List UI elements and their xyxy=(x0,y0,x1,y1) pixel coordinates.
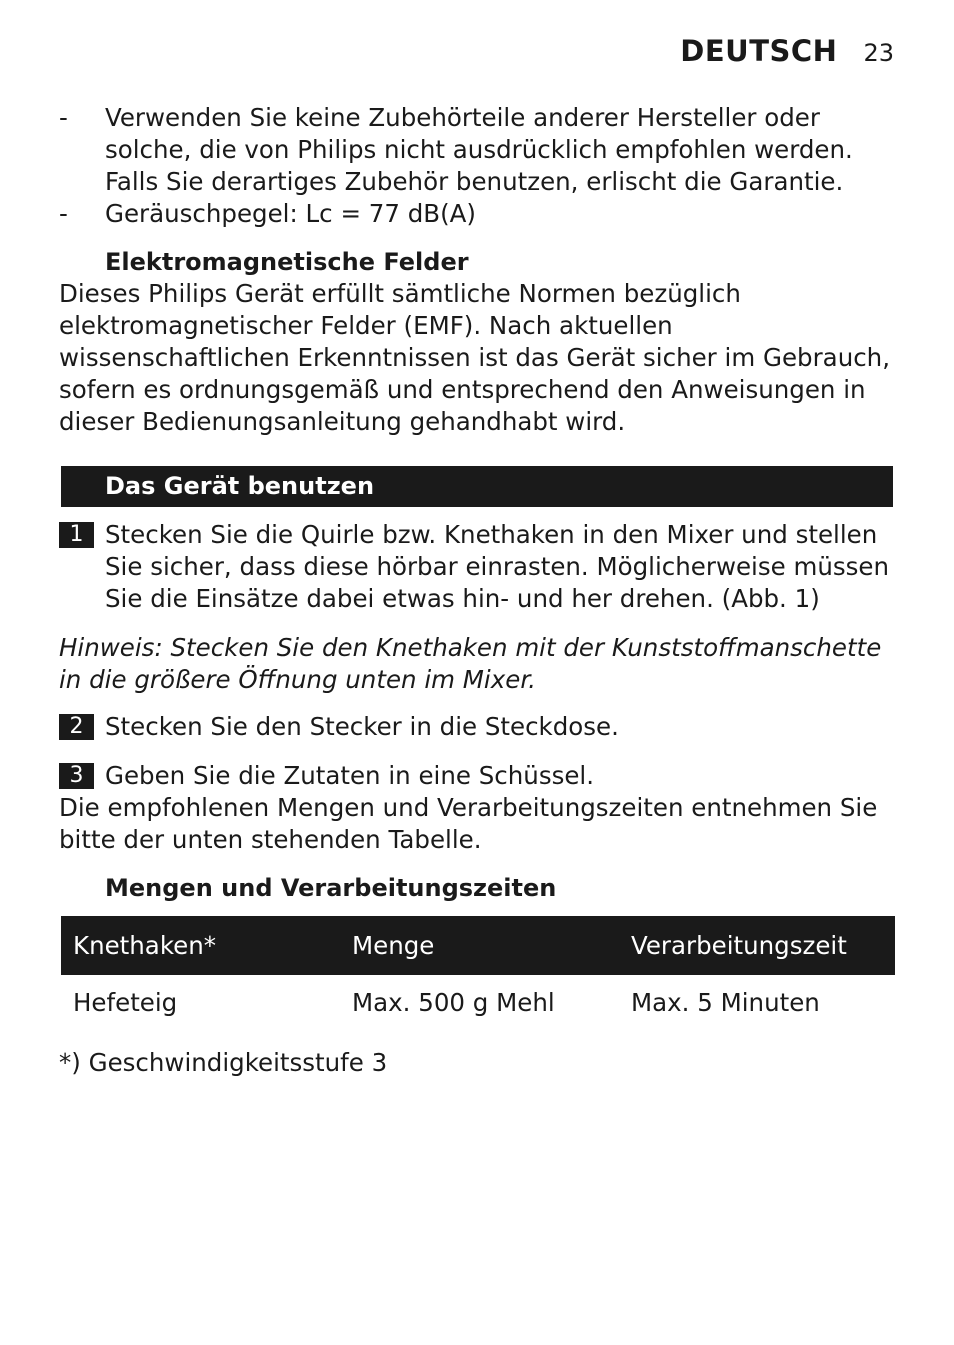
table-header-row xyxy=(61,916,895,975)
step-2 xyxy=(59,711,899,743)
table-cell: Max. 5 Minuten xyxy=(631,987,820,1017)
step-text: Stecken Sie den Stecker in die Steckdose. xyxy=(105,712,619,741)
section-title: Das Gerät benutzen xyxy=(105,472,375,500)
quantities-table xyxy=(61,916,895,1029)
bullet-dash: - xyxy=(59,103,68,132)
step-number: 3 xyxy=(59,763,94,789)
language-title: DEUTSCH xyxy=(680,34,838,68)
section-header-bar xyxy=(61,466,893,507)
table-cell: Hefeteig xyxy=(73,987,178,1017)
column-header: Knethaken* xyxy=(73,931,216,960)
step-number: 2 xyxy=(59,714,94,740)
emf-heading: Elektromagnetische Felder xyxy=(105,248,469,276)
bullet-text: Geräuschpegel: Lc = 77 dB(A) xyxy=(105,199,476,228)
table-heading: Mengen und Verarbeitungszeiten xyxy=(105,874,557,902)
note-text: Hinweis: Stecken Sie den Knethaken mit der Kunststoffmanschette in die größere Öffnung unten im Mixer. xyxy=(59,633,882,694)
column-header: Menge xyxy=(352,931,435,960)
page-header xyxy=(680,34,894,68)
page-number: 23 xyxy=(863,39,894,67)
step-3 xyxy=(59,760,899,792)
column-header: Verarbeitungszeit xyxy=(631,931,847,960)
footnote: *) Geschwindigkeitsstufe 3 xyxy=(59,1048,388,1077)
step-3-detail: Die empfohlenen Mengen und Verarbeitungszeiten entnehmen Sie bitte der unten stehenden Tabelle. xyxy=(59,793,878,854)
step-text: Geben Sie die Zutaten in eine Schüssel. xyxy=(105,761,595,790)
table-cell: Max. 500 g Mehl xyxy=(352,987,555,1017)
bullet-list xyxy=(59,102,899,230)
step-number: 1 xyxy=(59,522,94,548)
emf-paragraph: Dieses Philips Gerät erfüllt sämtliche Normen bezüglich elektromagnetischer Felder (EMF). Nach aktuellen wissenschaftlichen Erkenntnissen ist das Gerät sicher im Gebrauch, sofern es ordnungsgemäß und entsprechend den Anweisungen in dieser Bedienungsanleitung gehandhabt wird. xyxy=(59,279,891,436)
bullet-item xyxy=(59,102,899,198)
bullet-item xyxy=(59,198,899,230)
step-text: Stecken Sie die Quirle bzw. Knethaken in den Mixer und stellen Sie sicher, dass diese hörbar einrasten. Möglicherweise müssen Sie die Einsätze dabei etwas hin- und her drehen. (Abb. 1) xyxy=(105,520,890,613)
step-1 xyxy=(59,519,899,615)
bullet-dash: - xyxy=(59,199,68,228)
bullet-text: Verwenden Sie keine Zubehörteile anderer Hersteller oder solche, die von Philips nicht ausdrücklich empfohlen werden. Falls Sie derartiges Zubehör benutzen, erlischt die Garantie. xyxy=(105,103,853,196)
table-row xyxy=(61,975,895,1029)
